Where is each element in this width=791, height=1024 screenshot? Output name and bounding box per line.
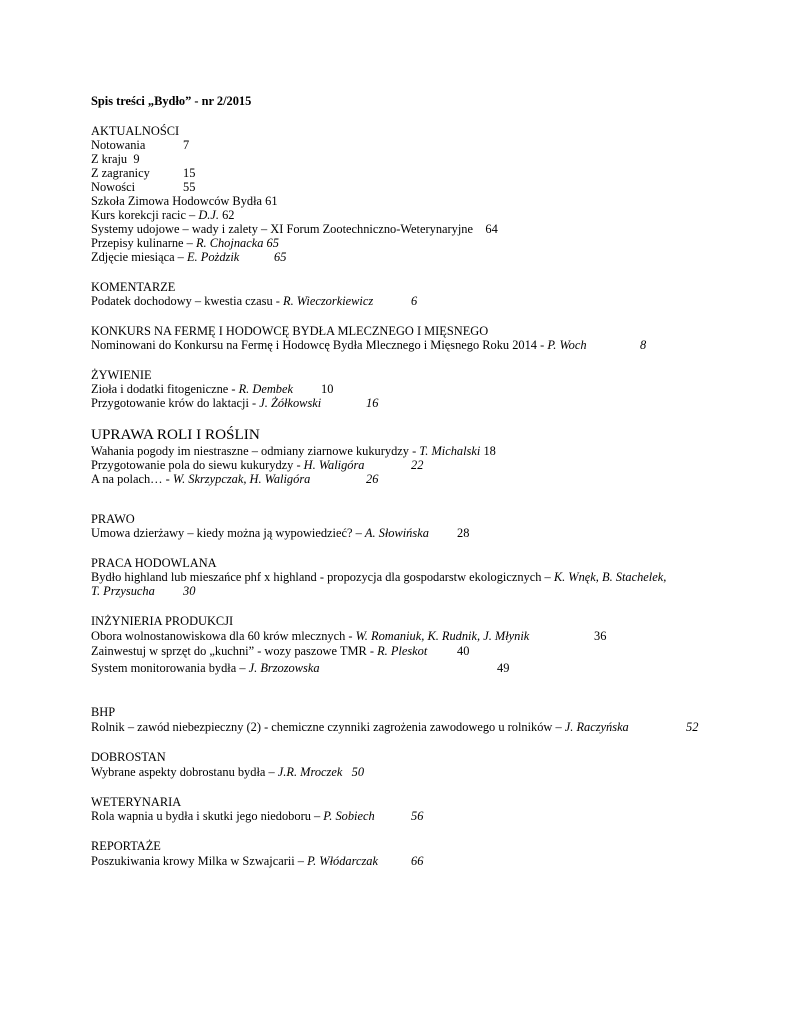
section-heading-bhp: BHP	[91, 705, 116, 719]
entry-author: H. Waligóra	[303, 458, 365, 472]
entry-page: 62	[222, 208, 235, 222]
toc-entry	[91, 194, 278, 208]
entry-page: 65	[274, 250, 287, 264]
entry-author: J.R. Mroczek	[277, 765, 343, 779]
toc-entry	[91, 570, 666, 584]
section-heading-uprawa: UPRAWA ROLI I ROŚLIN	[91, 426, 260, 443]
toc-entry	[91, 382, 293, 396]
entry-title: Rola wapnia u bydła i skutki jego niedoboru –	[91, 809, 324, 823]
entry-title: Rolnik – zawód niebezpieczny (2) - chemiczne czynniki zagrożenia zawodowego u rolników –	[91, 720, 565, 734]
section-heading-praca: PRACA HODOWLANA	[91, 556, 217, 570]
entry-title: Zainwestuj w sprzęt do „kuchni” - wozy paszowe TMR -	[91, 644, 378, 658]
toc-entry	[91, 236, 279, 250]
section-heading-dobrostan: DOBROSTAN	[91, 750, 166, 764]
entry-title: Nowości	[91, 180, 136, 194]
toc-entry-continuation	[91, 584, 155, 598]
toc-entry	[91, 250, 239, 264]
toc-entry	[91, 472, 310, 486]
section-heading-konkurs: KONKURS NA FERMĘ I HODOWCĘ BYDŁA MLECZNEGO I MIĘSNEGO	[91, 324, 489, 338]
toc-entry	[91, 720, 629, 734]
toc-entry	[91, 208, 235, 222]
entry-page: 56	[411, 809, 424, 823]
section-heading-prawo: PRAWO	[91, 512, 135, 526]
entry-title: Wahania pogody im niestraszne – odmiany ziarnowe kukurydzy -	[91, 444, 420, 458]
entry-author: T. Przysucha	[91, 584, 155, 598]
entry-author: E. Pożdzik	[186, 250, 240, 264]
entry-title: Kurs korekcji racic –	[91, 208, 199, 222]
page-title: Spis treści „Bydło” - nr 2/2015	[91, 94, 252, 108]
toc-entry	[91, 444, 496, 458]
section-heading-reportaze: REPORTAŻE	[91, 839, 161, 853]
entry-author: R. Dembek	[238, 382, 293, 396]
entry-page: 15	[183, 166, 196, 180]
toc-entry	[91, 809, 375, 823]
entry-page: 6	[411, 294, 418, 308]
entry-title: Zioła i dodatki fitogeniczne -	[91, 382, 239, 396]
entry-title: Poszukiwania krowy Milka w Szwajcarii –	[91, 854, 308, 868]
toc-entry	[91, 644, 427, 658]
entry-page: 66	[411, 854, 424, 868]
entry-title: Notowania	[91, 138, 146, 152]
entry-author: P. Sobiech	[323, 809, 375, 823]
entry-page: 16	[366, 396, 379, 410]
section-heading-inzynieria: INŻYNIERIA PRODUKCJI	[91, 614, 234, 628]
section-heading-komentarze: KOMENTARZE	[91, 280, 176, 294]
entry-author: P. Woch	[547, 338, 587, 352]
entry-title: Przygotowanie pola do siewu kukurydzy -	[91, 458, 304, 472]
entry-page: 28	[457, 526, 470, 540]
toc-entry	[91, 222, 498, 236]
entry-author: K. Wnęk, B. Stachelek,	[553, 570, 667, 584]
entry-page: 52	[686, 720, 699, 734]
entry-page: 49	[497, 661, 510, 675]
toc-entry	[91, 765, 364, 779]
section-heading-weterynaria: WETERYNARIA	[91, 795, 182, 809]
entry-title: A na polach… -	[91, 472, 173, 486]
entry-title: Z zagranicy	[91, 166, 150, 180]
entry-author: J. Raczyńska	[564, 720, 629, 734]
entry-title: Obora wolnostanowiskowa dla 60 krów mlecznych -	[91, 629, 356, 643]
entry-page: 18	[483, 444, 496, 458]
entry-page: 55	[183, 180, 196, 194]
entry-title: Podatek dochodowy – kwestia czasu -	[91, 294, 284, 308]
entry-title: Z kraju	[91, 152, 128, 166]
entry-page: 22	[411, 458, 424, 472]
entry-page: 9	[133, 152, 140, 166]
entry-page: 36	[594, 629, 607, 643]
toc-entry	[91, 396, 321, 410]
section-heading-zywienie: ŻYWIENIE	[91, 368, 152, 382]
toc-entry	[91, 138, 145, 152]
toc-entry	[91, 661, 320, 675]
entry-author: R. Chojnacka 65	[195, 236, 279, 250]
entry-page: 30	[183, 584, 196, 598]
toc-entry	[91, 629, 529, 643]
toc-entry	[91, 152, 140, 166]
entry-author: R. Wieczorkiewicz	[283, 294, 374, 308]
toc-entry	[91, 166, 150, 180]
entry-page: 7	[183, 138, 190, 152]
entry-title: Szkoła Zimowa Hodowców Bydła	[91, 194, 263, 208]
entry-title: Nominowani do Konkursu na Fermę i Hodowcę Bydła Mlecznego i Mięsnego Roku 2014 -	[91, 338, 548, 352]
section-heading-aktualnosci: AKTUALNOŚCI	[91, 124, 180, 138]
entry-title: Zdjęcie miesiąca –	[91, 250, 187, 264]
entry-page: 50	[351, 765, 365, 779]
entry-title: Bydło highland lub mieszańce phf x highland - propozycja dla gospodarstw ekologicznych –	[91, 570, 554, 584]
entry-author: D.J.	[198, 208, 219, 222]
entry-author: P. Włódarczak	[307, 854, 379, 868]
entry-author: W. Romaniuk, K. Rudnik, J. Młynik	[355, 629, 530, 643]
toc-entry	[91, 338, 587, 352]
entry-title: Przygotowanie krów do laktacji -	[91, 396, 260, 410]
entry-title: System monitorowania bydła –	[91, 661, 249, 675]
entry-author: W. Skrzypczak, H. Waligóra	[172, 472, 311, 486]
entry-page: 61	[265, 194, 278, 208]
toc-entry	[91, 854, 378, 868]
entry-page: 10	[321, 382, 334, 396]
entry-author: T. Michalski	[419, 444, 481, 458]
entry-title: Umowa dzierżawy – kiedy można ją wypowiedzieć? –	[91, 526, 365, 540]
entry-title: Przepisy kulinarne –	[91, 236, 196, 250]
toc-entry	[91, 294, 373, 308]
entry-title: Wybrane aspekty dobrostanu bydła –	[91, 765, 278, 779]
entry-author: J. Żółkowski	[259, 396, 322, 410]
entry-title: Systemy udojowe – wady i zalety – XI Forum Zootechniczno-Weterynaryjne	[91, 222, 473, 236]
entry-page: 8	[640, 338, 647, 352]
entry-page: 40	[457, 644, 470, 658]
entry-page: 26	[366, 472, 379, 486]
entry-author: J. Brzozowska	[248, 661, 320, 675]
toc-entry	[91, 526, 429, 540]
entry-author: R. Pleskot	[377, 644, 428, 658]
entry-page: 64	[485, 222, 498, 236]
toc-entry	[91, 458, 365, 472]
toc-entry	[91, 180, 135, 194]
entry-author: A. Słowińska	[364, 526, 429, 540]
